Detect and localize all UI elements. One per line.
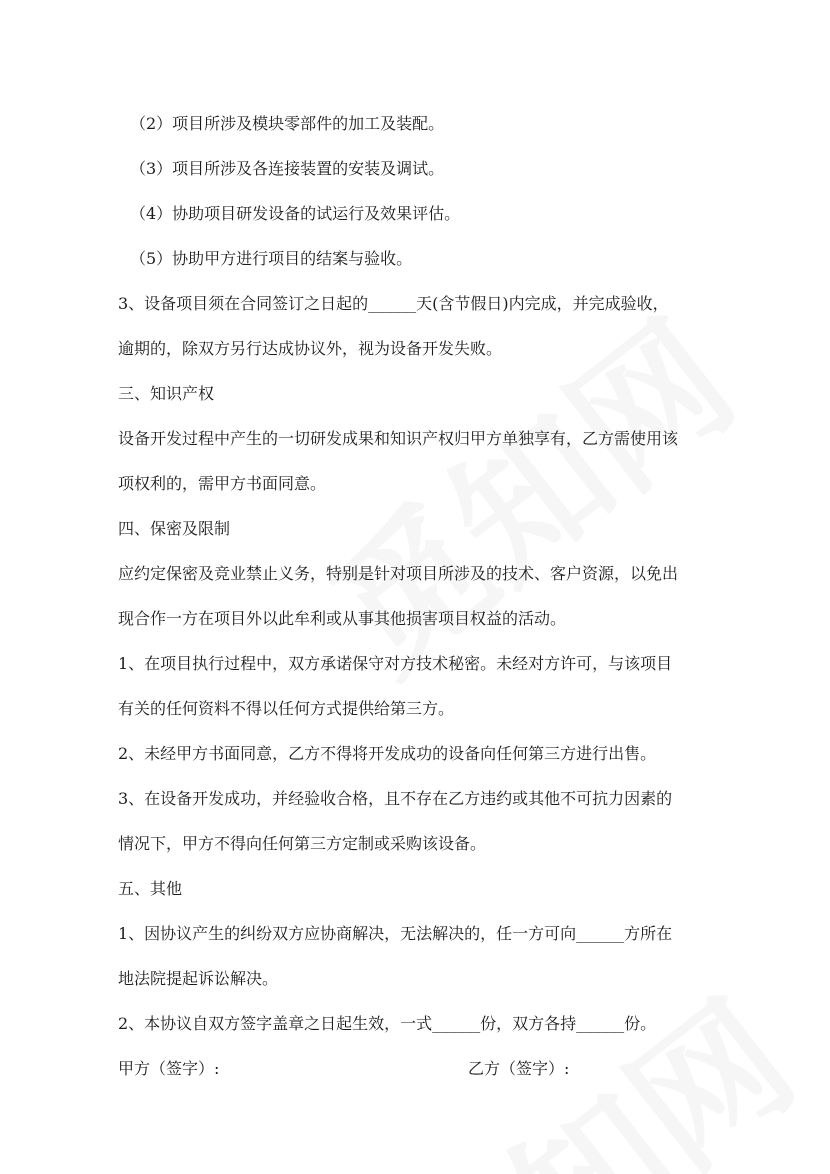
party-a-signature-label: 甲方（签字）: (118, 1059, 220, 1078)
clause-text: 情况下，甲方不得向任何第三方定制或采购该设备。 (118, 834, 487, 853)
section-heading: 四、保密及限制 (118, 519, 231, 538)
clause-text: 逾期的，除双方另行达成协议外，视为设备开发失败。 (118, 339, 503, 358)
list-item: （2）项目所涉及模块零部件的加工及装配。 (130, 114, 445, 133)
clause-text: 应约定保密及竞业禁止义务，特别是针对项目所涉及的技术、客户资源，以免出 (118, 564, 679, 583)
list-item: （3）项目所涉及各连接装置的安装及调试。 (130, 159, 445, 178)
clause-text: 现合作一方在项目外以此牟利或从事其他损害项目权益的活动。 (118, 609, 567, 628)
clause-text: 1、在项目执行过程中，双方承诺保守对方技术秘密。未经对方许可，与该项目 (118, 654, 673, 673)
clause-text: 3、在设备开发成功，并经验收合格，且不存在乙方违约或其他不可抗力因素的 (118, 789, 673, 808)
clause-text: 1、因协议产生的纠纷双方应协商解决，无法解决的，任一方可向______方所在 (118, 924, 673, 943)
list-item: （5）协助甲方进行项目的结案与验收。 (130, 249, 413, 268)
clause-text: 有关的任何资料不得以任何方式提供给第三方。 (118, 699, 455, 718)
clause-text: 3、设备项目须在合同签订之日起的______天(含节假日)内完成，并完成验收， (118, 294, 669, 313)
clause-text: 设备开发过程中产生的一切研发成果和知识产权归甲方单独享有，乙方需使用该 (118, 429, 679, 448)
document-body (118, 104, 718, 1094)
clause-text: 地法院提起诉讼解决。 (118, 969, 279, 988)
clause-text: 2、未经甲方书面同意，乙方不得将开发成功的设备向任何第三方进行出售。 (118, 744, 657, 763)
section-heading: 三、知识产权 (118, 384, 215, 403)
clause-text: 2、本协议自双方签字盖章之日起生效，一式______份，双方各持______份。 (118, 1014, 657, 1033)
clause-text: 项权利的，需甲方书面同意。 (118, 474, 327, 493)
section-heading: 五、其他 (118, 879, 183, 898)
list-item: （4）协助项目研发设备的试运行及效果评估。 (130, 204, 461, 223)
party-b-signature-label: 乙方（签字）: (468, 1059, 570, 1078)
signature-row (118, 1049, 718, 1094)
